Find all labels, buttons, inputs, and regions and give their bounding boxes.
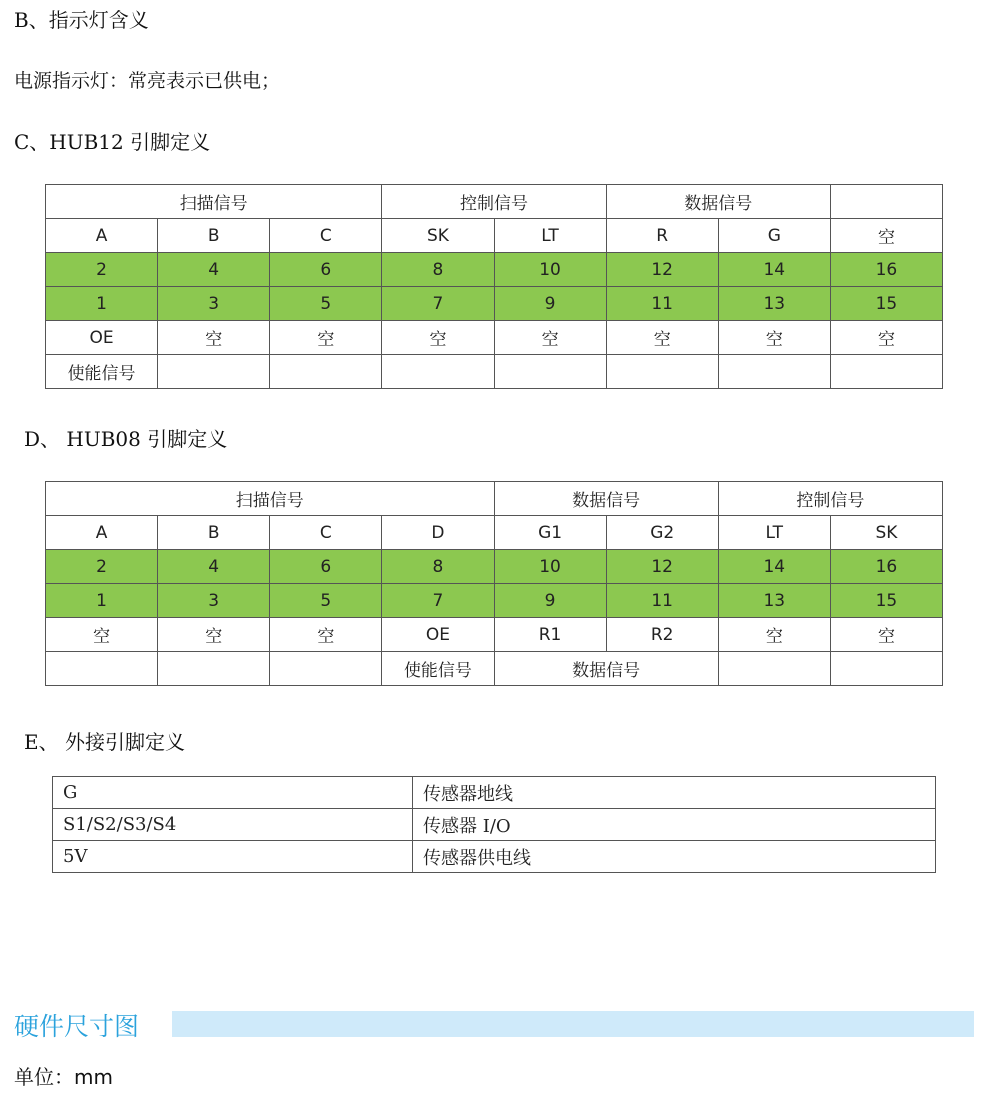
pin-extra-cell: 空 — [158, 321, 270, 355]
pin-number-cell: 12 — [606, 550, 718, 584]
pin-number-cell: 5 — [270, 584, 382, 618]
pin-name-cell: 空 — [830, 219, 942, 253]
group-cell: 控制信号 — [382, 185, 606, 219]
table-row — [46, 287, 943, 321]
pin-extra-cell: 空 — [46, 618, 158, 652]
pin-name-cell: LT — [494, 219, 606, 253]
table-row — [46, 550, 943, 584]
pin-number-cell: 2 — [46, 253, 158, 287]
table-row — [46, 516, 943, 550]
pin-number-cell: 13 — [718, 287, 830, 321]
pin-number-cell: 10 — [494, 253, 606, 287]
pin-note-cell: 使能信号 — [46, 355, 158, 389]
pin-extra-cell: 空 — [718, 618, 830, 652]
pin-note-cell — [606, 355, 718, 389]
pin-number-cell: 3 — [158, 287, 270, 321]
pin-number-cell: 1 — [46, 287, 158, 321]
pin-note-cell: 使能信号 — [382, 652, 494, 686]
ext-pin-cell: G — [53, 777, 413, 809]
pin-number-cell: 8 — [382, 253, 494, 287]
unit-label: 单位：mm — [14, 1065, 113, 1089]
pin-number-cell: 10 — [494, 550, 606, 584]
pin-number-cell: 7 — [382, 287, 494, 321]
ext-desc-cell: 传感器地线 — [413, 777, 936, 809]
power-indicator-text: 电源指示灯：常亮表示已供电； — [14, 70, 281, 92]
pin-note-cell — [718, 652, 830, 686]
pin-number-cell: 6 — [270, 550, 382, 584]
pin-note-cell: 数据信号 — [494, 652, 718, 686]
pin-number-cell: 9 — [494, 287, 606, 321]
pin-number-cell: 3 — [158, 584, 270, 618]
pin-extra-cell: 空 — [382, 321, 494, 355]
pin-note-cell — [830, 355, 942, 389]
pin-note-cell — [158, 355, 270, 389]
hub08-pin-table — [45, 481, 943, 686]
ext-desc-cell: 传感器 I/O — [413, 809, 936, 841]
pin-note-cell — [270, 355, 382, 389]
pin-number-cell: 14 — [718, 253, 830, 287]
external-pin-table — [52, 776, 936, 873]
pin-number-cell: 14 — [718, 550, 830, 584]
pin-name-cell: B — [158, 219, 270, 253]
pin-extra-cell: OE — [46, 321, 158, 355]
pin-number-cell: 6 — [270, 253, 382, 287]
heading-hub08: D、 HUB08 引脚定义 — [24, 427, 228, 451]
pin-name-cell: G — [718, 219, 830, 253]
pin-note-cell — [46, 652, 158, 686]
table-row — [46, 219, 943, 253]
pin-note-cell — [830, 652, 942, 686]
pin-name-cell: G1 — [494, 516, 606, 550]
pin-name-cell: D — [382, 516, 494, 550]
table-row — [46, 482, 943, 516]
pin-extra-cell: 空 — [718, 321, 830, 355]
heading-hub12: C、HUB12 引脚定义 — [14, 130, 211, 154]
group-cell: 扫描信号 — [46, 185, 382, 219]
group-cell: 扫描信号 — [46, 482, 495, 516]
table-row — [53, 809, 936, 841]
pin-note-cell — [158, 652, 270, 686]
pin-name-cell: LT — [718, 516, 830, 550]
table-row — [46, 321, 943, 355]
ext-desc-cell: 传感器供电线 — [413, 841, 936, 873]
table-row — [53, 777, 936, 809]
pin-name-cell: SK — [830, 516, 942, 550]
pin-extra-cell: R2 — [606, 618, 718, 652]
pin-extra-cell: 空 — [270, 618, 382, 652]
pin-name-cell: A — [46, 219, 158, 253]
pin-name-cell: R — [606, 219, 718, 253]
pin-number-cell: 7 — [382, 584, 494, 618]
pin-name-cell: C — [270, 219, 382, 253]
pin-extra-cell: 空 — [494, 321, 606, 355]
pin-extra-cell: 空 — [270, 321, 382, 355]
pin-number-cell: 15 — [830, 287, 942, 321]
pin-name-cell: SK — [382, 219, 494, 253]
ext-pin-cell: 5V — [53, 841, 413, 873]
group-cell: 控制信号 — [718, 482, 942, 516]
pin-note-cell — [494, 355, 606, 389]
table-row — [53, 841, 936, 873]
group-cell: 数据信号 — [494, 482, 718, 516]
pin-extra-cell: OE — [382, 618, 494, 652]
pin-name-cell: A — [46, 516, 158, 550]
pin-number-cell: 1 — [46, 584, 158, 618]
table-row — [46, 584, 943, 618]
table-row — [46, 355, 943, 389]
pin-number-cell: 12 — [606, 253, 718, 287]
pin-number-cell: 16 — [830, 253, 942, 287]
pin-note-cell — [718, 355, 830, 389]
group-cell — [830, 185, 942, 219]
table-row — [46, 618, 943, 652]
pin-number-cell: 13 — [718, 584, 830, 618]
pin-note-cell — [270, 652, 382, 686]
pin-number-cell: 8 — [382, 550, 494, 584]
table-row — [46, 253, 943, 287]
pin-number-cell: 4 — [158, 253, 270, 287]
pin-note-cell — [382, 355, 494, 389]
pin-extra-cell: 空 — [158, 618, 270, 652]
section-title-bar — [172, 1011, 974, 1037]
pin-extra-cell: 空 — [830, 321, 942, 355]
pin-number-cell: 5 — [270, 287, 382, 321]
pin-name-cell: G2 — [606, 516, 718, 550]
hub12-pin-table — [45, 184, 943, 389]
pin-extra-cell: 空 — [606, 321, 718, 355]
pin-name-cell: B — [158, 516, 270, 550]
pin-number-cell: 2 — [46, 550, 158, 584]
pin-number-cell: 9 — [494, 584, 606, 618]
group-cell: 数据信号 — [606, 185, 830, 219]
hardware-dimension-title: 硬件尺寸图 — [14, 1012, 140, 1041]
heading-indicator: B、指示灯含义 — [14, 8, 149, 32]
ext-pin-cell: S1/S2/S3/S4 — [53, 809, 413, 841]
heading-external: E、 外接引脚定义 — [24, 730, 185, 754]
pin-number-cell: 4 — [158, 550, 270, 584]
pin-extra-cell: 空 — [830, 618, 942, 652]
pin-number-cell: 11 — [606, 584, 718, 618]
table-row — [46, 185, 943, 219]
table-row — [46, 652, 943, 686]
pin-number-cell: 11 — [606, 287, 718, 321]
pin-extra-cell: R1 — [494, 618, 606, 652]
pin-name-cell: C — [270, 516, 382, 550]
pin-number-cell: 15 — [830, 584, 942, 618]
pin-number-cell: 16 — [830, 550, 942, 584]
